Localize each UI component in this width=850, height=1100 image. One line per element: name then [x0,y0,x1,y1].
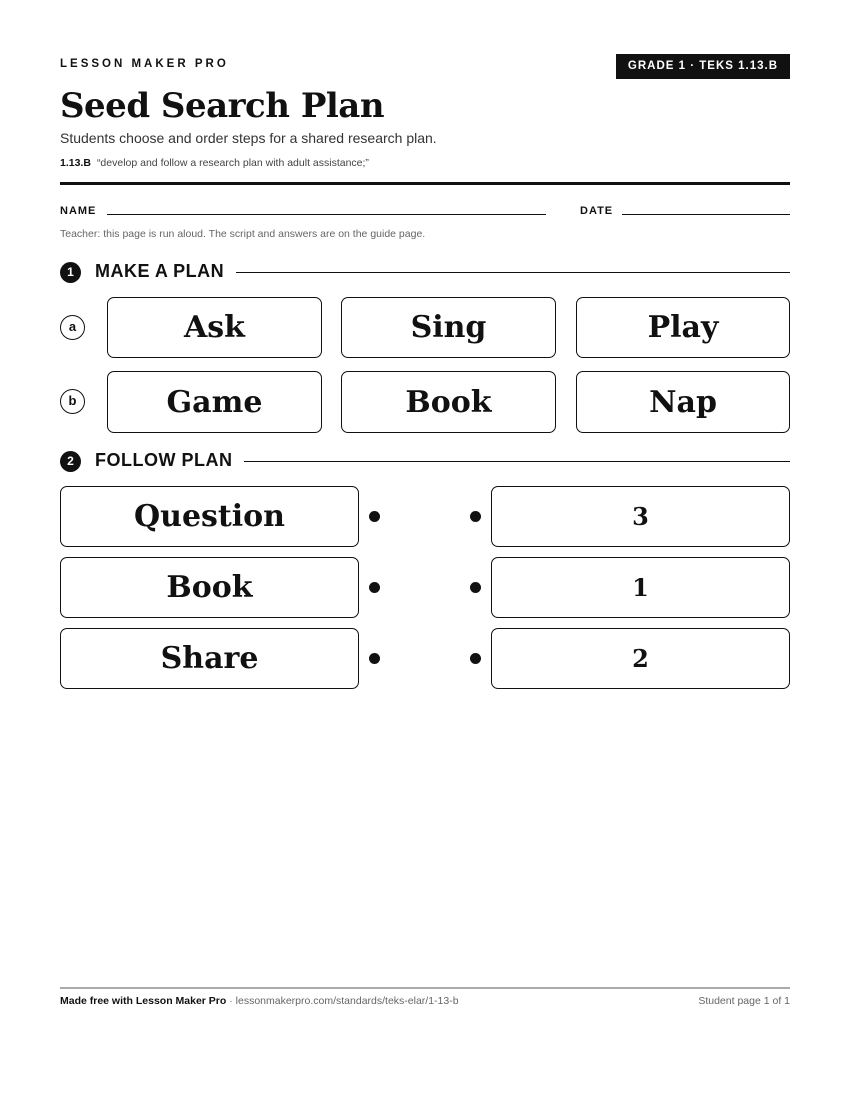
match-right-card[interactable]: 1 [491,557,790,618]
header-divider [60,182,790,185]
row-label-b: b [60,389,85,414]
name-label: NAME [60,205,97,217]
match-right-card[interactable]: 2 [491,628,790,689]
worksheet-page [60,0,790,1100]
match-left-dot[interactable] [369,511,380,522]
standard-text: “develop and follow a research plan with adult assistance;” [96,157,369,169]
match-left-card[interactable]: Question [60,486,359,547]
footer-made-with: Made free with Lesson Maker Pro [60,995,227,1007]
word-card[interactable]: Nap [576,371,790,433]
teacher-note: Teacher: this page is run aloud. The script and answers are on the guide page. [60,228,426,240]
section-make-a-plan [60,261,790,283]
section-title: MAKE A PLAN [95,261,236,282]
match-right-dot[interactable] [470,511,481,522]
grade-badge: GRADE 1 · TEKS 1.13.B [616,54,790,79]
row-label-a: a [60,315,85,340]
section-number: 1 [60,262,81,283]
standard-code: 1.13.B [60,157,91,169]
name-field[interactable] [107,214,546,215]
match-right-card[interactable]: 3 [491,486,790,547]
word-card[interactable]: Ask [107,297,322,358]
date-field[interactable] [622,214,790,215]
footer-divider [60,987,790,989]
section-follow-plan [60,450,790,472]
match-left-card[interactable]: Book [60,557,359,618]
word-card[interactable]: Play [576,297,790,358]
brand-name: LESSON MAKER PRO [60,58,229,70]
match-left-dot[interactable] [369,653,380,664]
date-label: DATE [580,205,614,217]
word-card[interactable]: Sing [341,297,556,358]
word-card[interactable]: Game [107,371,322,433]
section-title: FOLLOW PLAN [95,450,244,471]
footer-page-number: Student page 1 of 1 [698,995,790,1007]
word-card[interactable]: Book [341,371,556,433]
page-subtitle: Students choose and order steps for a shared research plan. [60,130,437,146]
match-left-dot[interactable] [369,582,380,593]
footer-credit [60,995,459,1007]
match-right-dot[interactable] [470,653,481,664]
standard-statement [60,157,369,169]
footer-url: · lessonmakerpro.com/standards/teks-elar/1-13-b [226,995,459,1007]
match-right-dot[interactable] [470,582,481,593]
page-title: Seed Search Plan [60,86,385,126]
section-number: 2 [60,451,81,472]
match-left-card[interactable]: Share [60,628,359,689]
